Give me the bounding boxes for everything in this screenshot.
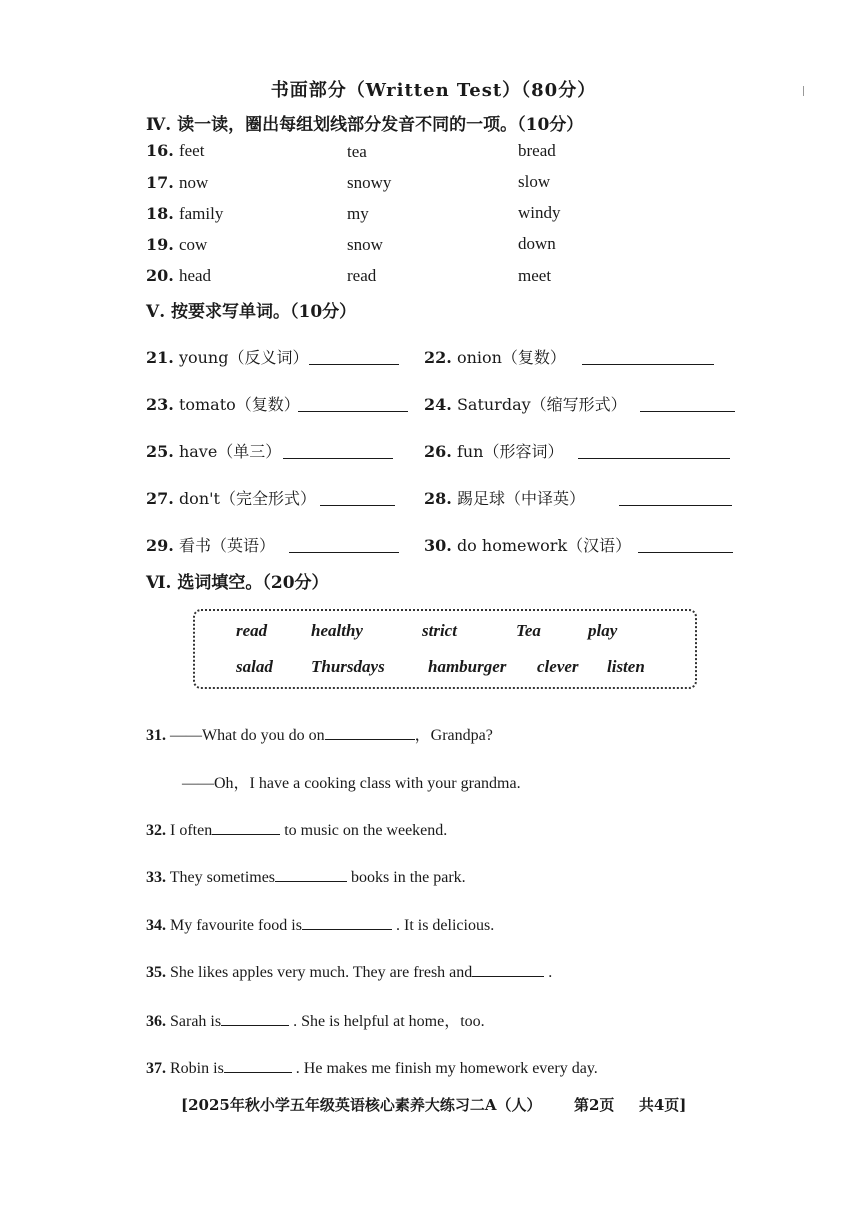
question-36 <box>146 1008 485 1031</box>
item-21 <box>146 345 308 368</box>
word-a: family <box>178 204 224 223</box>
item-prompt: fun（形容词） <box>456 442 564 461</box>
item-prompt: tomato（复数） <box>178 395 300 414</box>
question-number: 34. <box>146 917 166 934</box>
question-number: 31. <box>146 727 166 744</box>
item-number: 26. <box>424 442 452 461</box>
word-a: head <box>178 266 212 285</box>
word-c: meet <box>518 266 552 285</box>
word-c: windy <box>518 203 561 222</box>
answer-blank-25[interactable] <box>283 442 393 459</box>
item-prompt: young（反义词） <box>178 348 309 367</box>
answer-blank-29[interactable] <box>289 536 399 553</box>
question-number: 35. <box>146 964 166 981</box>
answer-blank-33[interactable] <box>275 865 347 882</box>
item-30 <box>424 533 631 556</box>
item-24 <box>424 392 627 415</box>
question-text: Sarah is <box>170 1013 222 1030</box>
question-text: Robin is <box>170 1060 224 1077</box>
item-number: 21. <box>146 348 174 367</box>
item-26 <box>424 439 563 462</box>
row-number: 16. <box>146 141 174 160</box>
word-b: tea <box>347 142 367 161</box>
question-31-reply: ——Oh，I have a cooking class with your grandma. <box>182 775 521 792</box>
section-5-heading: Ⅴ. 按要求写单词。（10分） <box>146 302 357 322</box>
item-prompt: 踢足球（中译英） <box>456 489 585 508</box>
answer-blank-22[interactable] <box>582 348 714 365</box>
bank-word: play <box>588 621 618 640</box>
bank-word: salad <box>236 657 273 676</box>
answer-blank-31[interactable] <box>325 723 415 740</box>
bank-word: clever <box>537 657 579 676</box>
answer-blank-34[interactable] <box>302 913 392 930</box>
bank-word: strict <box>422 621 457 640</box>
answer-blank-23[interactable] <box>298 395 408 412</box>
section-6-heading: Ⅵ. 选词填空。（20分） <box>146 573 329 593</box>
question-text: . She is helpful at home，too. <box>293 1013 485 1030</box>
bank-word: healthy <box>311 621 363 640</box>
scan-mark <box>803 86 804 96</box>
item-prompt: don't（完全形式） <box>178 489 316 508</box>
answer-blank-26[interactable] <box>578 442 730 459</box>
item-23 <box>146 392 300 415</box>
question-33 <box>146 865 466 887</box>
footer-total-pages: 共4页] <box>638 1096 687 1114</box>
answer-blank-35[interactable] <box>472 960 544 977</box>
question-35 <box>146 960 552 982</box>
question-number: 37. <box>146 1060 166 1077</box>
item-prompt: Saturday（缩写形式） <box>456 395 627 414</box>
question-34 <box>146 913 494 935</box>
word-c: slow <box>518 172 551 191</box>
answer-blank-27[interactable] <box>320 489 395 506</box>
item-number: 22. <box>424 348 452 367</box>
item-prompt: 看书（英语） <box>178 536 275 555</box>
word-a: cow <box>178 235 208 254</box>
page-title: 书面部分（Written Test）（80分） <box>270 80 597 101</box>
word-b: snow <box>347 235 383 254</box>
question-number: 33. <box>146 869 166 886</box>
question-text: They sometimes <box>169 869 276 886</box>
question-number: 32. <box>146 822 166 839</box>
phonics-row-17 <box>146 173 208 193</box>
bank-word: read <box>236 621 268 640</box>
question-32 <box>146 818 447 840</box>
word-c: down <box>518 234 556 253</box>
bank-word: listen <box>607 657 645 676</box>
footer-title: [2025年秋小学五年级英语核心素养大练习二A（人） <box>181 1096 542 1114</box>
item-number: 30. <box>424 536 452 555</box>
answer-blank-32[interactable] <box>212 818 280 835</box>
bank-word: Thursdays <box>311 657 385 676</box>
item-prompt: have（单三） <box>178 442 282 461</box>
item-29 <box>146 533 275 556</box>
item-number: 28. <box>424 489 452 508</box>
phonics-row-19 <box>146 235 207 255</box>
question-37 <box>146 1056 598 1078</box>
answer-blank-28[interactable] <box>619 489 732 506</box>
bank-word: hamburger <box>428 657 507 676</box>
section-4-heading: Ⅳ. 读一读，圈出每组划线部分发音不同的一项。（10分） <box>146 115 584 135</box>
question-31 <box>146 722 493 745</box>
item-27 <box>146 486 316 509</box>
phonics-row-16 <box>146 141 204 161</box>
row-number: 18. <box>146 204 174 223</box>
question-text: to music on the weekend. <box>284 822 448 839</box>
question-text: I often <box>170 822 213 839</box>
row-number: 20. <box>146 266 174 285</box>
answer-blank-36[interactable] <box>221 1009 289 1026</box>
bank-word: Tea <box>516 621 541 640</box>
row-number: 17. <box>146 173 174 192</box>
question-text: ——What do you do on <box>170 727 325 744</box>
question-text: My favourite food is <box>170 917 302 934</box>
question-text: . It is delicious. <box>395 917 495 934</box>
item-number: 25. <box>146 442 174 461</box>
question-number: 36. <box>146 1013 166 1030</box>
answer-blank-30[interactable] <box>638 536 733 553</box>
word-a: feet <box>178 141 205 160</box>
item-prompt: do homework（汉语） <box>456 536 632 555</box>
answer-blank-21[interactable] <box>309 348 399 365</box>
item-number: 27. <box>146 489 174 508</box>
word-b: read <box>347 266 377 285</box>
item-22 <box>424 345 566 368</box>
word-b: my <box>347 204 369 223</box>
row-number: 19. <box>146 235 174 254</box>
page-footer <box>181 1094 686 1115</box>
question-text: . He makes me finish my homework every day. <box>295 1060 598 1077</box>
item-number: 23. <box>146 395 174 414</box>
question-text: ，Grandpa? <box>414 727 493 744</box>
word-b: snowy <box>347 173 392 192</box>
item-28 <box>424 486 585 509</box>
word-a: now <box>178 173 209 192</box>
word-c: bread <box>518 141 556 160</box>
question-text: . <box>548 964 553 981</box>
answer-blank-37[interactable] <box>224 1056 292 1073</box>
item-prompt: onion（复数） <box>456 348 566 367</box>
footer-page-number: 第2页 <box>573 1096 615 1114</box>
answer-blank-24[interactable] <box>640 395 735 412</box>
item-number: 29. <box>146 536 174 555</box>
phonics-row-20 <box>146 266 211 286</box>
question-text: books in the park. <box>351 869 466 886</box>
question-text: She likes apples very much. They are fresh and <box>170 964 473 981</box>
phonics-row-18 <box>146 204 223 224</box>
item-number: 24. <box>424 395 452 414</box>
item-25 <box>146 439 281 462</box>
